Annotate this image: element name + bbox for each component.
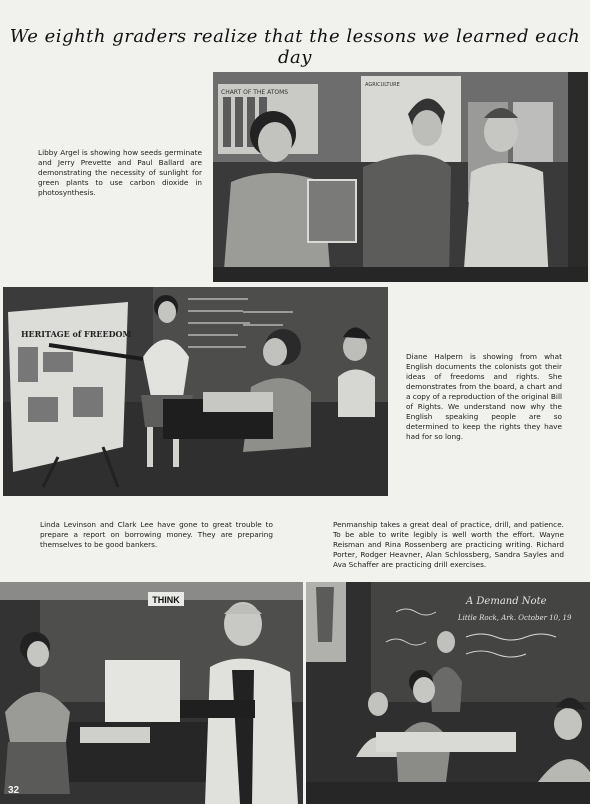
photo-penmanship [306,582,590,804]
photo-science [213,72,588,282]
wall-chart-text: CHART OF THE ATOMS [221,89,289,96]
caption-banking: Linda Levinson and Clark Lee have gone to great trouble to prepare a report on borrowing money. They are preparing themselves to be good bankers. [40,520,273,549]
think-sign: THINK [152,595,180,605]
photo-heritage-of-freedom [3,287,388,496]
poster-text: AGRICULTURE [365,82,400,88]
page-headline: We eighth graders realize that the lessons we learned each day [9,26,581,68]
board-line-2: Little Rock, Ark. October 10, 19 [458,614,572,622]
photo-banking [0,582,303,804]
page-number: 32 [8,785,20,796]
caption-science: Libby Argel is showing how seeds germinate and Jerry Prevette and Paul Ballard are demonstrating the necessity of sunlight for green plants to use carbon dioxide in photosynthesis. [38,148,202,197]
caption-penmanship: Penmanship takes a great deal of practice, drill, and patience. To be able to write legibly is well worth the effort. Wayne Reisman and Rina Rossenberg are practicing writing. Richard Porter, Rodger Heavner, Alan Schlossberg, Sandra Sayles and Ava Schaffer are practicing drill exercises. [333,520,564,569]
caption-heritage-of-freedom: Diane Halpern is showing from what English documents the colonists got their ideas of freedoms and rights. She demonstrates from the board, a chart and a copy of a reproduction of the original Bill of Rights. We understand now why the English speaking people are so determined to keep the rights they have had for so long. [406,352,562,441]
board-line-1: A Demand Note [466,596,547,607]
poster-title: HERITAGE of FREEDOM [21,329,132,339]
